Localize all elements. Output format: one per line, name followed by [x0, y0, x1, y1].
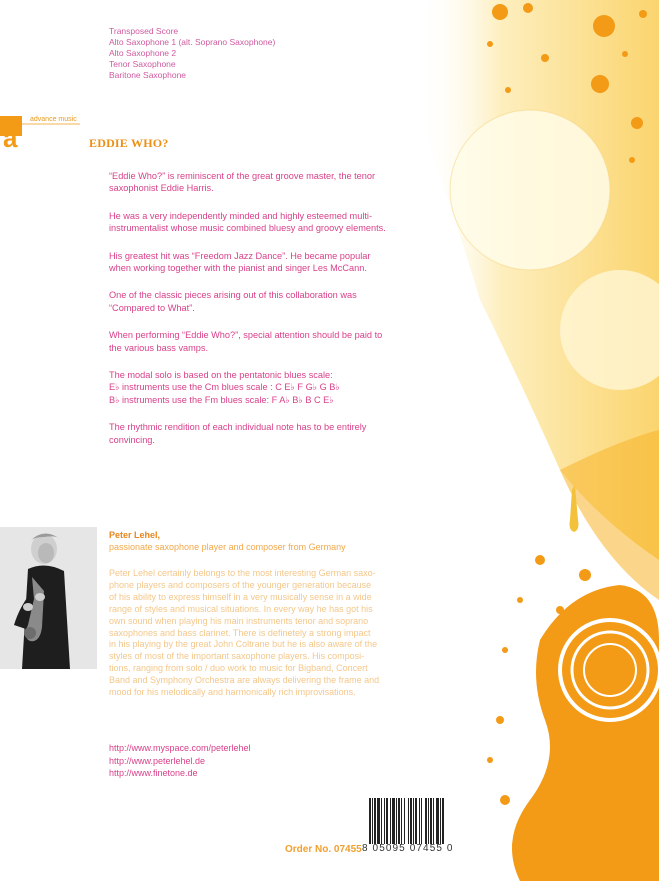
- bio-line: styles of most of the important saxophone players. His composi-: [109, 651, 365, 662]
- link-finetone[interactable]: http://www.finetone.de: [109, 768, 198, 778]
- bio-line: in his playing by the great John Coltrane but he is also aware of the: [109, 639, 378, 650]
- bio-line: range of styles and musical situations. In every way he has got his: [109, 603, 373, 614]
- barcode-number: 8 05095 07455 0: [362, 843, 454, 854]
- text-line: When performing “Eddie Who?”, special attention should be paid to: [109, 330, 383, 341]
- text-line: the various bass vamps.: [109, 342, 209, 353]
- text-line: saxophonist Eddie Harris.: [109, 183, 214, 194]
- instrument-line: Tenor Saxophone: [109, 59, 176, 69]
- link-myspace[interactable]: http://www.myspace.com/peterlehel: [109, 743, 251, 753]
- bio-line: Peter Lehel certainly belongs to the most interesting German saxo-: [109, 568, 376, 578]
- text-line: The modal solo is based on the pentatonic blues scale:: [109, 370, 333, 381]
- text-line: convincing.: [109, 434, 155, 445]
- author-name: Peter Lehel,: [109, 530, 161, 540]
- bio-line: Band and Symphony Orchestra are always delivering the frame and: [109, 675, 380, 686]
- bio-line: phone players and composers of the younger generation because: [109, 579, 372, 590]
- page-title: EDDIE WHO?: [89, 136, 169, 150]
- paragraph: [109, 329, 409, 354]
- instrument-line: Alto Saxophone 1 (alt. Soprano Saxophone): [109, 37, 276, 47]
- text-line: “Eddie Who?” is reminiscent of the great groove master, the tenor: [109, 171, 376, 181]
- paragraph: [109, 250, 409, 275]
- instrumentation-list: [109, 26, 275, 81]
- bio-line: own sound when playing his main instruments tenor and soprano: [109, 615, 369, 626]
- bio-line: of his ability to express himself in a very musically sense in a wide: [109, 591, 372, 602]
- barcode: [369, 798, 485, 844]
- bio-line: mood for his melodically and harmonically rich improvisations.: [109, 687, 356, 698]
- text-line: He was a very independently minded and highly esteemed multi-: [109, 210, 373, 221]
- text-line: His greatest hit was “Freedom Jazz Dance”. He became popular: [109, 250, 371, 261]
- text-line: One of the classic pieces arising out of this collaboration was: [109, 290, 357, 301]
- author-subtitle: passionate saxophone player and composer from Germany: [109, 542, 346, 552]
- link-peterlehel[interactable]: http://www.peterlehel.de: [109, 755, 206, 766]
- text-line: instrumentalist whose music combined bluesy and groovy elements.: [109, 223, 386, 234]
- text-line: The rhythmic rendition of each individual note has to be entirely: [109, 422, 367, 433]
- paragraph: [109, 210, 409, 235]
- bio-line: tions, ranging from solo / duo work to music for Bigband, Concert: [109, 663, 368, 674]
- paragraph: [109, 421, 409, 446]
- text-line: B♭ instruments use the Fm blues scale: F A♭ B♭ B C E♭: [109, 394, 334, 405]
- instrument-line: Baritone Saxophone: [109, 70, 187, 80]
- order-number: Order No. 07455: [285, 844, 362, 855]
- author-bio: [109, 568, 413, 699]
- website-links: [109, 742, 251, 780]
- instrument-line: Alto Saxophone 2: [109, 48, 177, 58]
- paragraph: [109, 369, 409, 406]
- bio-line: saxophones and bass clarinet. There is definetely a strong impact: [109, 627, 371, 638]
- instrument-line: Transposed Score: [109, 26, 179, 36]
- paragraph: [109, 170, 409, 195]
- text-line: “Compared to What”.: [109, 302, 195, 313]
- author-photo: [0, 527, 97, 669]
- text-line: when working together with the pianist and singer Les McCann.: [109, 263, 367, 274]
- logo-text: advance music: [30, 116, 77, 123]
- paragraph: [109, 289, 409, 314]
- svg-text:a: a: [3, 123, 18, 152]
- description-text: [109, 170, 409, 461]
- text-line: E♭ instruments use the Cm blues scale : C E♭ F G♭ G B♭: [109, 382, 340, 393]
